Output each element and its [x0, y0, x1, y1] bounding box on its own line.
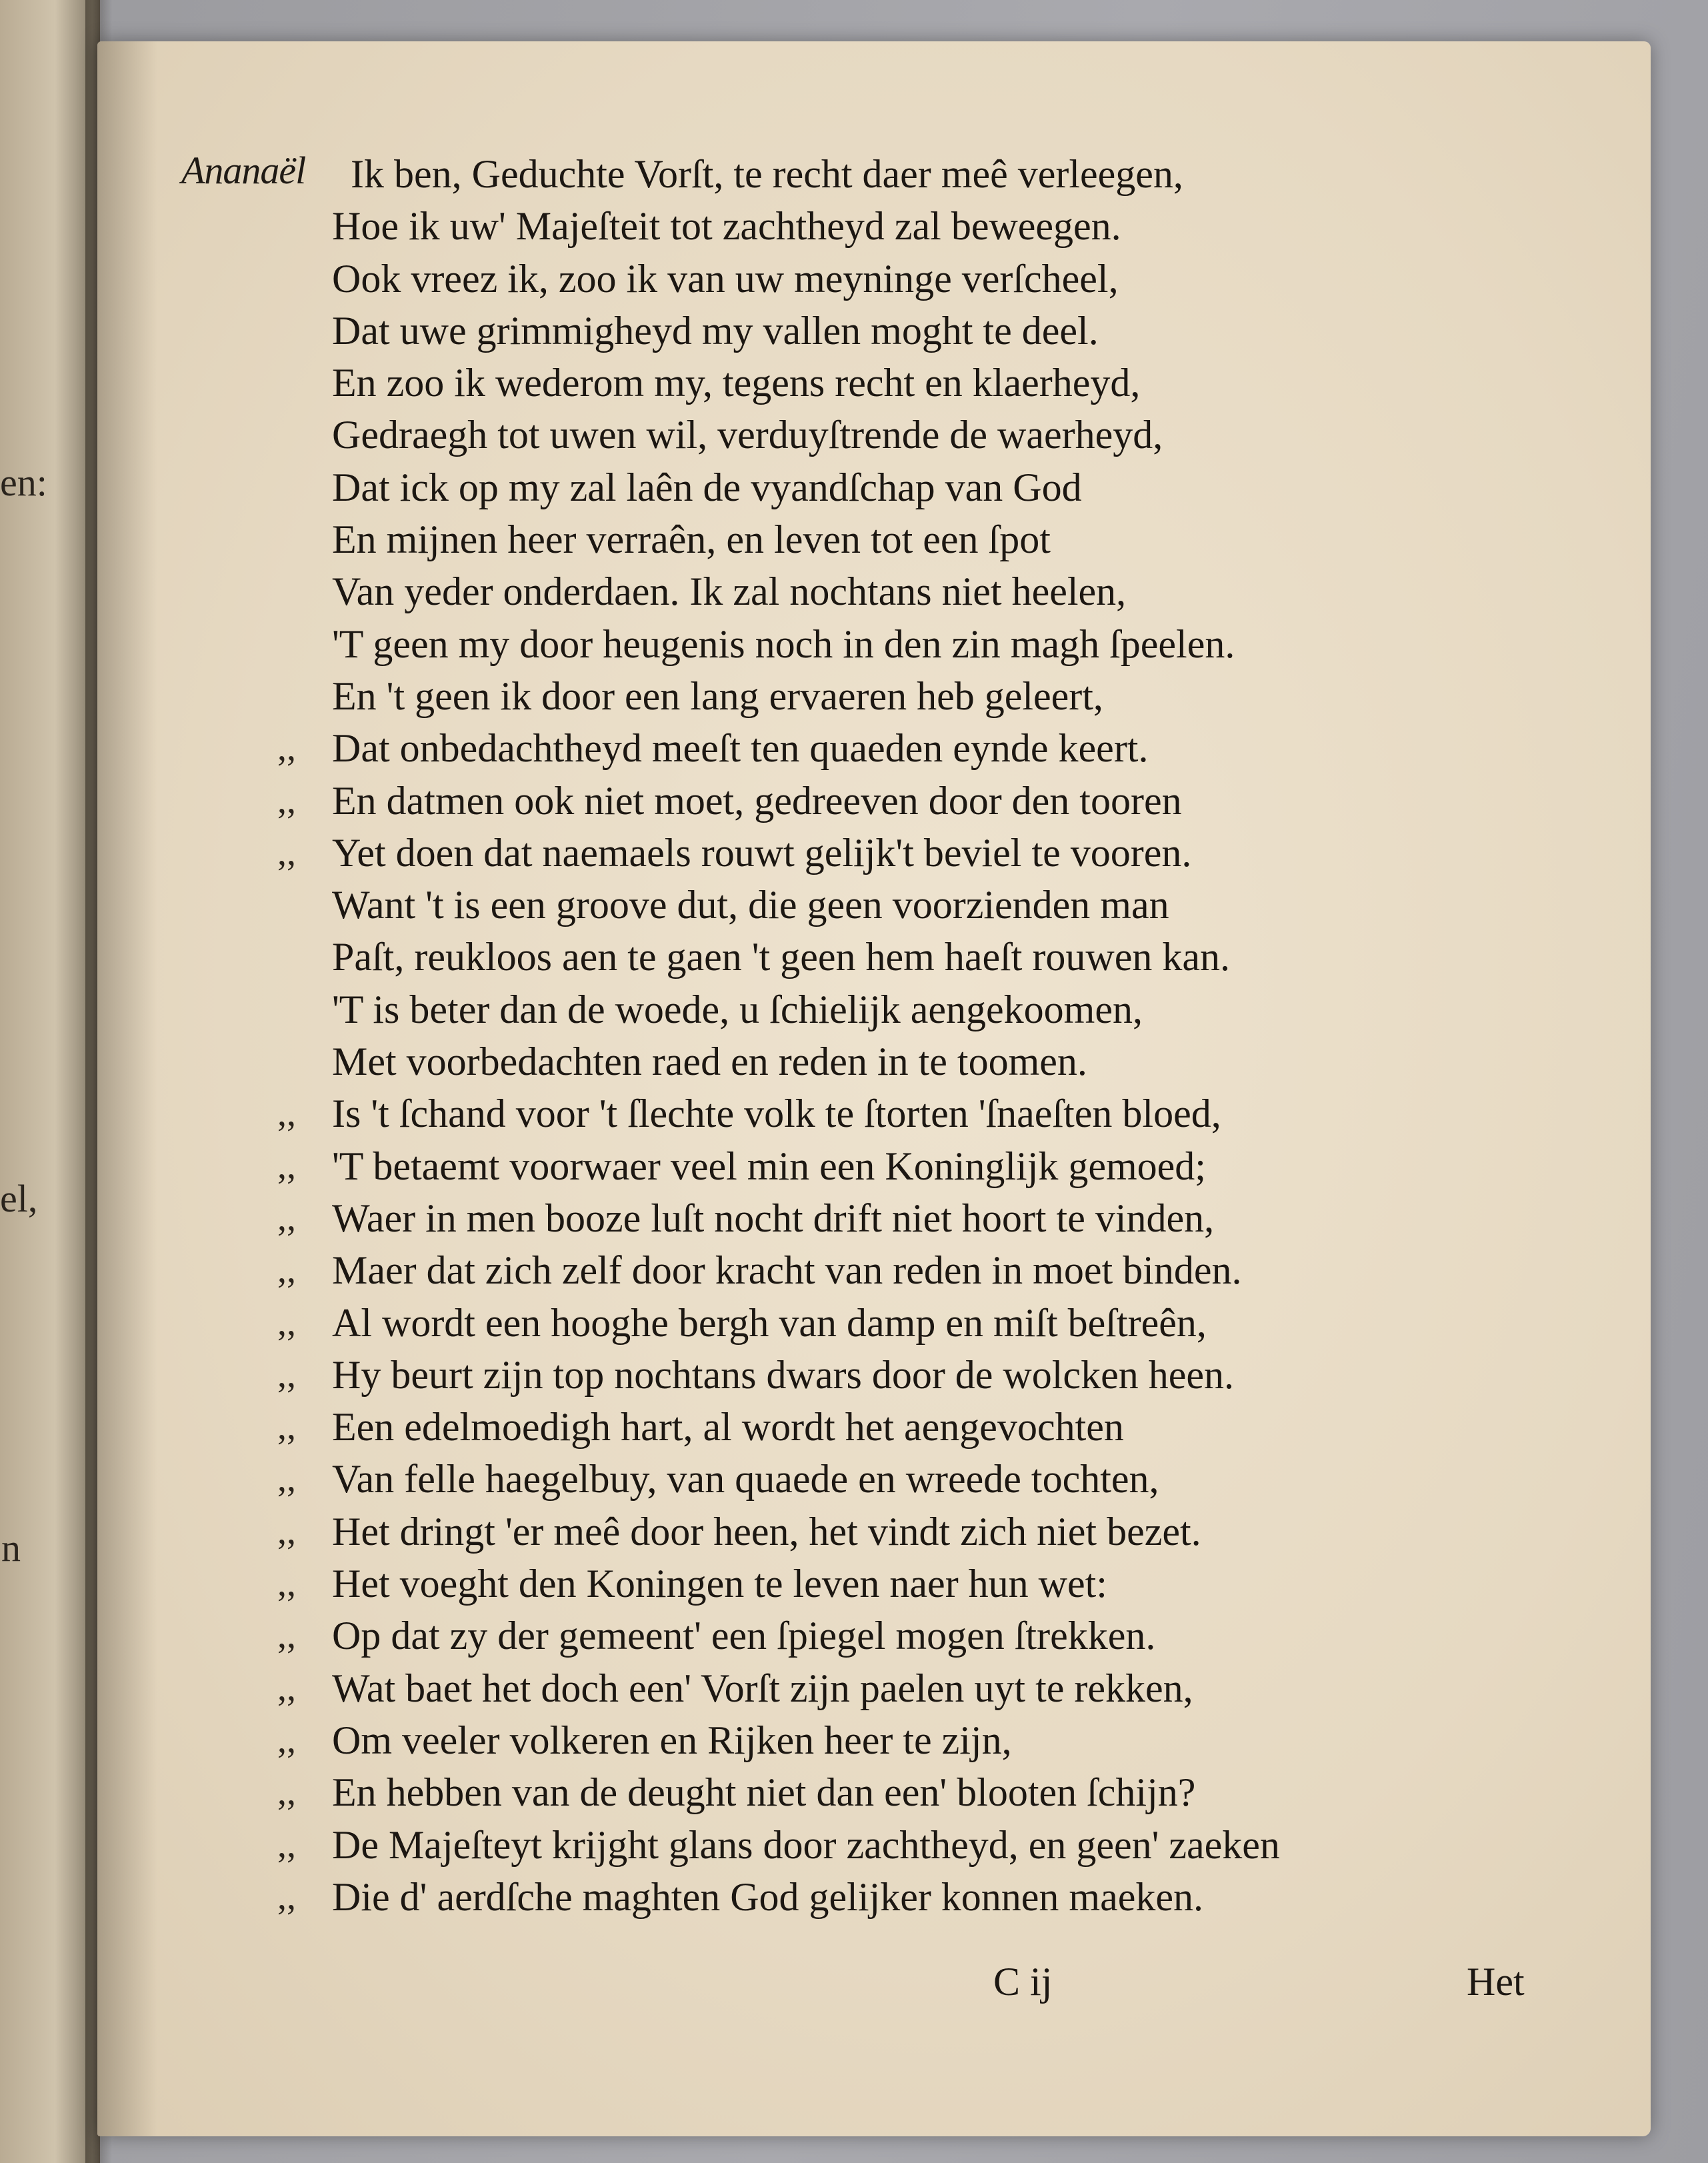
- sententia-quote-mark: ,,: [277, 727, 296, 769]
- verse-line: [97, 1297, 1651, 1349]
- verse-line: [97, 1871, 1651, 1923]
- sententia-quote-mark: ,,: [277, 779, 296, 821]
- verse-text: Want 't is een groove dut, die geen voorzienden man: [332, 883, 1169, 927]
- verse-text: Paſt, reukloos aen te gaen 't geen hem haeſt rouwen kan.: [332, 935, 1231, 979]
- verse-line: [97, 983, 1651, 1035]
- sententia-quote-mark: ,,: [277, 1093, 296, 1135]
- verse-text: Een edelmoedigh hart, al wordt het aengevochten: [332, 1405, 1124, 1450]
- verse-line: [97, 1766, 1651, 1818]
- verse-line: [97, 1244, 1651, 1296]
- sententia-quote-mark: ,,: [277, 1563, 296, 1605]
- verse-text: En datmen ook niet moet, gedreeven door den tooren: [332, 778, 1182, 823]
- verse-line: [97, 827, 1651, 879]
- signature-mark: C ij: [993, 1960, 1053, 2004]
- verse-line: [97, 722, 1651, 774]
- verse-line: [97, 1610, 1651, 1662]
- verse-text: Van felle haegelbuy, van quaede en wreede tochten,: [332, 1457, 1159, 1502]
- sententia-quote-mark: ,,: [277, 1615, 296, 1657]
- verse-line: [97, 1401, 1651, 1453]
- verse-text: Is 't ſchand voor 't ſlechte volk te ſtorten 'ſnaeſten bloed,: [332, 1092, 1221, 1136]
- verse-text: De Majeſteyt krijght glans door zachtheyd, en geen' zaeken: [332, 1822, 1280, 1867]
- verse-text: Het voeght den Koningen te leven naer hun wet:: [332, 1562, 1107, 1606]
- verse-line: [97, 253, 1651, 305]
- verse-line: [97, 305, 1651, 357]
- verse-text: Waer in men booze luſt nocht drift niet hoort te vinden,: [332, 1196, 1215, 1240]
- verse-line: [97, 1714, 1651, 1766]
- left-page-fragment: en:: [0, 461, 47, 504]
- verse-text: Dat ick op my zal laên de vyandſchap van God: [332, 465, 1082, 509]
- sententia-quote-mark: ,,: [277, 1145, 296, 1187]
- verse-line: [97, 1088, 1651, 1140]
- verse-text: Om veeler volkeren en Rijken heer te zijn,: [332, 1718, 1012, 1762]
- verse-text: Ik ben, Geduchte Vorſt, te recht daer meê verleegen,: [351, 152, 1183, 196]
- verse-line: [97, 1035, 1651, 1088]
- verse-text: Dat onbedachtheyd meeſt ten quaeden eynde keert.: [332, 726, 1149, 771]
- sententia-quote-mark: ,,: [277, 1510, 296, 1552]
- verse-list: [97, 148, 1651, 1923]
- verse-line: [97, 1558, 1651, 1610]
- sententia-quote-mark: ,,: [277, 1406, 296, 1448]
- verse-text: Hy beurt zijn top nochtans dwars door de wolcken heen.: [332, 1352, 1234, 1397]
- sententia-quote-mark: ,,: [277, 831, 296, 873]
- sententia-quote-mark: ,,: [277, 1667, 296, 1709]
- verse-line: [97, 200, 1651, 252]
- verse-line: [97, 1349, 1651, 1401]
- verse-line: [97, 670, 1651, 722]
- verse-text: En 't geen ik door een lang ervaeren heb geleert,: [332, 673, 1103, 718]
- verse-text: Het dringt 'er meê door heen, het vindt zich niet bezet.: [332, 1509, 1201, 1554]
- verse-text: Yet doen dat naemaels rouwt gelijk't beviel te vooren.: [332, 830, 1192, 875]
- verse-text: Ook vreez ik, zoo ik van uw meyninge verſcheel,: [332, 256, 1119, 301]
- left-page-fragment: n: [1, 1526, 21, 1570]
- verse-line: [97, 565, 1651, 617]
- speaker-name: Ananaël: [181, 149, 306, 192]
- verse-text: Maer dat zich zelf door kracht van reden in moet binden.: [332, 1248, 1242, 1293]
- verse-text: Van yeder onderdaen. Ik zal nochtans niet heelen,: [332, 569, 1127, 614]
- verse-text: En mijnen heer verraên, en leven tot een ſpot: [332, 517, 1051, 562]
- verse-text: 'T betaemt voorwaer veel min een Koninglijk gemoed;: [332, 1144, 1206, 1188]
- verse-line: [97, 1192, 1651, 1244]
- verse-text: Met voorbedachten raed en reden in te toomen.: [332, 1039, 1087, 1084]
- catchword: Het: [1467, 1960, 1525, 2004]
- left-page-fragment: el,: [0, 1177, 38, 1220]
- verse-line: [97, 775, 1651, 827]
- sententia-quote-mark: ,,: [277, 1719, 296, 1761]
- sententia-quote-mark: ,,: [277, 1824, 296, 1866]
- right-page: [97, 41, 1651, 2136]
- verse-line: [97, 931, 1651, 983]
- verse-line: [97, 461, 1651, 513]
- sententia-quote-mark: ,,: [277, 1876, 296, 1918]
- verse-text: 'T geen my door heugenis noch in den zin magh ſpeelen.: [332, 621, 1235, 666]
- verse-text: 'T is beter dan de woede, u ſchielijk aengekoomen,: [332, 987, 1143, 1031]
- sententia-quote-mark: ,,: [277, 1302, 296, 1344]
- verse-text: En hebben van de deught niet dan een' blooten ſchijn?: [332, 1770, 1196, 1815]
- verse-line: [97, 1819, 1651, 1871]
- verse-line: [97, 618, 1651, 670]
- verse-line: [97, 1140, 1651, 1192]
- verse-text: Al wordt een hooghe bergh van damp en miſt beſtreên,: [332, 1300, 1207, 1345]
- verse-line: [97, 513, 1651, 565]
- verse-line: [97, 357, 1651, 409]
- verse-line: [97, 879, 1651, 931]
- verse-line: [97, 1453, 1651, 1505]
- sententia-quote-mark: ,,: [277, 1250, 296, 1292]
- verse-line: [97, 409, 1651, 461]
- verse-text: En zoo ik wederom my, tegens recht en klaerheyd,: [332, 361, 1141, 405]
- verse-text: Die d' aerdſche maghten God gelijker konnen maeken.: [332, 1874, 1203, 1919]
- verse-text: Hoe ik uw' Majeſteit tot zachtheyd zal beweegen.: [332, 204, 1121, 249]
- verse-text: Wat baet het doch een' Vorſt zijn paelen uyt te rekken,: [332, 1666, 1193, 1710]
- verse-line: [97, 1506, 1651, 1558]
- sententia-quote-mark: ,,: [277, 1197, 296, 1239]
- sententia-quote-mark: ,,: [277, 1772, 296, 1814]
- verse-line: [97, 1662, 1651, 1714]
- sententia-quote-mark: ,,: [277, 1354, 296, 1396]
- verse-text: Gedraegh tot uwen wil, verduyſtrende de waerheyd,: [332, 413, 1163, 457]
- verse-text: Op dat zy der gemeent' een ſpiegel mogen ſtrekken.: [332, 1614, 1156, 1658]
- verse-line: [97, 148, 1651, 200]
- sententia-quote-mark: ,,: [277, 1458, 296, 1500]
- verse-text: Dat uwe grimmigheyd my vallen moght te deel.: [332, 308, 1099, 353]
